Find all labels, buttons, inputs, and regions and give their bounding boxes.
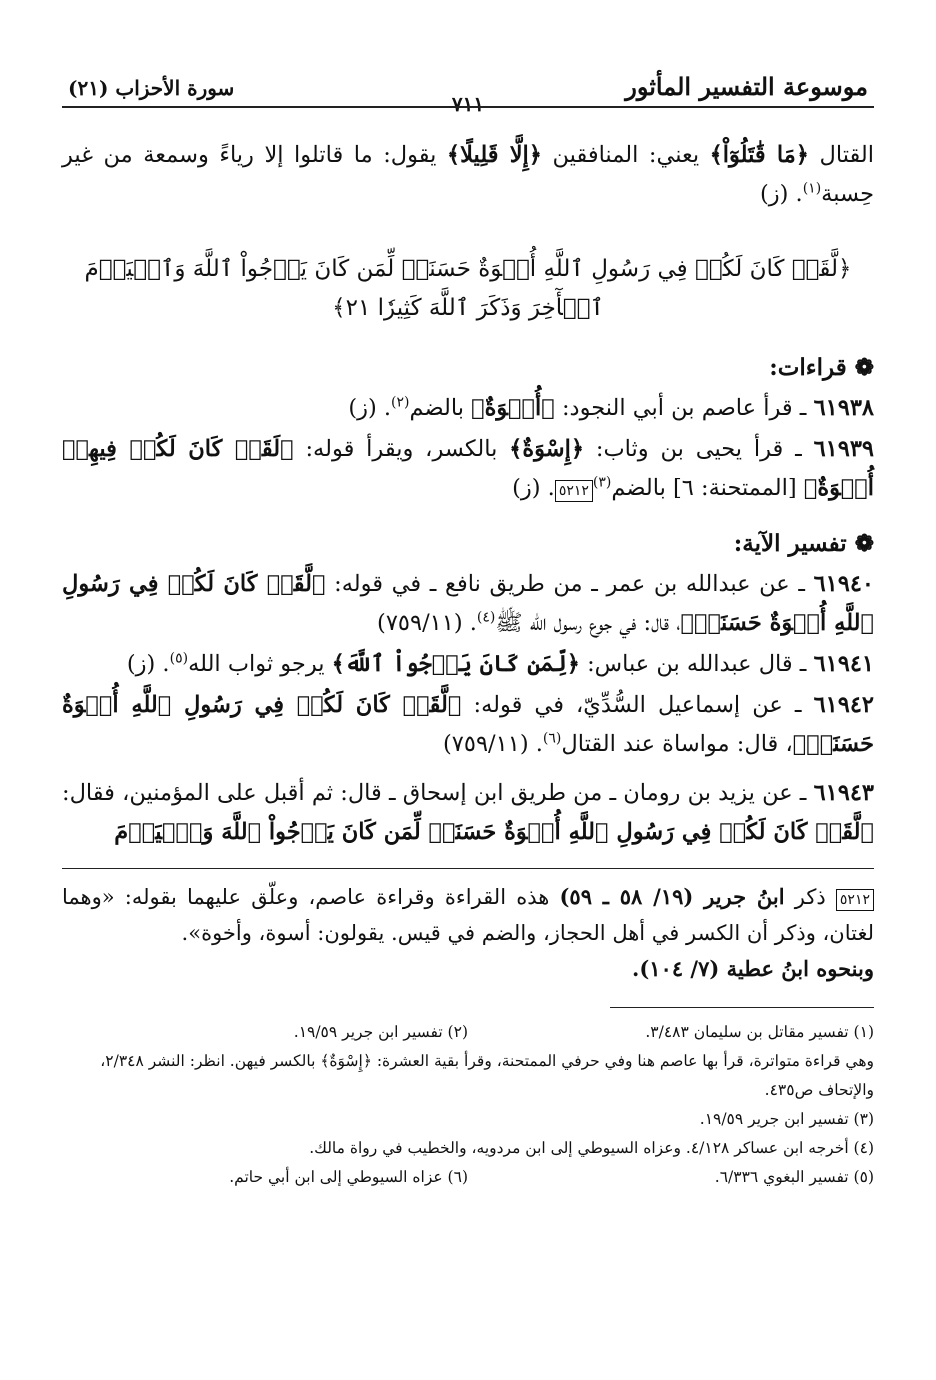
section-heading-readings: ❁ قراءات: (769, 354, 874, 381)
quran-quote: ﴿لِّمَن كَانَ يَرۡجُواْ ٱللَّهَ﴾ (331, 651, 580, 677)
footnote-ref: (٥) (169, 650, 189, 667)
quran-quote: ﴿لَّقَدۡ كَانَ لَكُمۡ فِي رَسُولِ ٱللَّهِ أُسۡوَةٌ حَسَنَةٞ﴾ (62, 692, 874, 757)
footnote-ref: (١) (802, 180, 822, 197)
footnote-rule (610, 1007, 874, 1008)
quran-quote: ﴿أُسۡوَةٌ﴾ (471, 395, 555, 421)
footnote-ref: (٤) (476, 609, 496, 626)
book-page (62, 62, 874, 1340)
commentary-divider (62, 868, 874, 869)
footnote: (٥) تفسير البغوي ٦/٣٣٦. (714, 1168, 874, 1186)
main-text (62, 136, 874, 852)
entry-number: ٦١٩٤١ (813, 651, 874, 677)
footnote: (١) تفسير مقاتل بن سليمان ٣/٤٨٣. (645, 1023, 874, 1041)
footnote: وهي قراءة متواترة، قرأ بها عاصم هنا وفي حرفي الممتحنة، وقرأ بقية العشرة: ﴿إِسْوَةٌ﴾ بالكسر فيهن. انظر: النشر ٢/٣٤٨، والإتحاف ص٤٣٥. (100, 1052, 874, 1099)
entry-number: ٦١٩٤٣ (813, 780, 874, 806)
header-rule (62, 106, 874, 108)
tafsir-entry: ٦١٩٤١ ـ قال عبدالله بن عباس: ﴿لِّمَن كَانَ يَرۡجُواْ ٱللَّهَ﴾ يرجو ثواب الله$^{(٥)}$. (ز) (126, 650, 874, 677)
flower-ornament-icon: ❁ (854, 354, 874, 381)
entry-number: ٦١٩٤٠ (813, 571, 875, 597)
footnote: (٢) تفسير ابن جرير ١٩/٥٩. (293, 1023, 468, 1041)
reading-entry: ٦١٩٣٨ ـ قرأ عاصم بن أبي النجود: ﴿أُسۡوَةٌ﴾ بالضم$^{(٢)}$. (ز) (348, 394, 874, 421)
quran-quote: ﴿إِسْوَةٌ﴾ (509, 436, 585, 462)
quran-quote: ﴿مَا قَٰتَلُوٓاْ﴾ (709, 142, 809, 168)
entry-number: ٦١٩٣٩ (813, 436, 875, 462)
footnote-ref: (٣) (592, 474, 612, 491)
page-header (62, 62, 874, 120)
verse-text: ﴿لَّقَدۡ كَانَ لَكُمۡ فِي رَسُولِ ٱللَّهِ أُسۡوَةٌ حَسَنَةٞ لِّمَن كَانَ يَرۡجُواْ ٱللَّهَ وَٱلۡيَوۡمَ ٱلۡأٓخِرَ وَذَكَرَ ٱللَّهَ كَثِيرٗا ٢١﴾ (84, 256, 852, 321)
surah-title: سورة الأحزاب (٢١) (68, 76, 235, 100)
section-heading-tafsir: ❁ تفسير الآية: (733, 530, 874, 557)
commentary-box (62, 879, 874, 987)
entry-number: ٦١٩٣٨ (813, 395, 874, 421)
footnotes (62, 1018, 874, 1192)
quran-quote: ﴿إِلَّا قَلِيلًا﴾ (446, 142, 542, 168)
reading-entry: ٦١٩٣٩ ـ قرأ يحيى بن وثاب: ﴿إِسْوَةٌ﴾ بالكسر، ويقرأ قوله: ﴿لَقَدۡ كَانَ لَكُمۡ فِيهِمۡ أُسۡوَةٌ﴾ [الممتحنة: ٦] بالضم$^{(٣)}$٥٢١٢. (ز) (62, 436, 875, 501)
commentary-ref-box: ٥٢١٢ (555, 480, 593, 502)
series-title: موسوعة التفسير المأثور (625, 72, 868, 101)
quran-quote: ﴿لَّقَدۡ كَانَ لَكُمۡ فِي رَسُولِ ٱللَّهِ أُسۡوَةٌ حَسَنَةٞ﴾ (62, 571, 874, 636)
tafsir-entry: ٦١٩٤٣ ـ عن يزيد بن رومان ـ من طريق ابن إسحاق ـ قال: ثم أقبل على المؤمنين، فقال: ﴿لَّقَدۡ كَانَ لَكُمۡ فِي رَسُولِ ٱللَّهِ أُسۡوَةٌ حَسَنَةٞ لِّمَن كَانَ يَرۡجُواْ ٱللَّهَ وَٱلۡيَوۡمَ (62, 780, 874, 845)
tafsir-entry: ٦١٩٤٠ ـ عن عبدالله بن عمر ـ من طريق نافع ـ في قوله: ﴿لَّقَدۡ كَانَ لَكُمۡ فِي رَسُولِ ٱللَّهِ أُسۡوَةٌ حَسَنَةٞ﴾، قال: في جوع رسول الله ﷺ$^{(٤)}$. (٧٥٩/١١) (62, 571, 875, 636)
flower-ornament-icon: ❁ (854, 530, 874, 557)
footnote-row (62, 1163, 874, 1192)
commentary-line: وبنحوه ابنُ عطية (٧/ ١٠٤). (632, 956, 874, 981)
footnote-ref: (٦) (542, 730, 562, 747)
tafsir-entry: ٦١٩٤٢ ـ عن إسماعيل السُّدِّيّ، في قوله: ﴿لَّقَدۡ كَانَ لَكُمۡ فِي رَسُولِ ٱللَّهِ أُسۡوَةٌ حَسَنَةٞ﴾، قال: مواساة عند القتال$^{(٦)}$. (٧٥٩/١١) (62, 692, 874, 757)
footnote-ref: (٢) (391, 394, 410, 411)
footnote-row (62, 1018, 874, 1047)
commentary-ref-box: ٥٢١٢ (836, 889, 874, 911)
page-number: ٧١١ (62, 92, 874, 116)
footnote: (٤) أخرجه ابن عساكر ٤/١٢٨. وعزاه السيوطي إلى ابن مردويه، والخطيب في رواة مالك. (309, 1139, 874, 1157)
quran-quote: ﴿لَّقَدۡ كَانَ لَكُمۡ فِي رَسُولِ ٱللَّهِ أُسۡوَةٌ حَسَنَةٞ لِّمَن كَانَ يَرۡجُواْ ٱللَّهَ وَٱلۡيَوۡمَ (114, 819, 874, 845)
intro-paragraph: القتال ﴿مَا قَٰتَلُوٓاْ﴾ يعني: المنافقين ﴿إِلَّا قَلِيلًا﴾ يقول: ما قاتلوا إلا رياءً وسمعة من غير حِسبة$^{(١)}$. (ز) (62, 142, 874, 207)
commentary-paragraph: ٥٢١٢ ذكر ابنُ جرير (١٩/ ٥٨ ـ ٥٩) هذه القراءة وقراءة عاصم، وعلّق عليهما بقوله: «وهما لغتان، وذكر أن الكسر في أهل الحجاز، والضم في قيس. يقولون: أسوة، وأخوة». (62, 884, 874, 945)
quran-quote: ﴿لَقَدۡ كَانَ لَكُمۡ فِيهِمۡ أُسۡوَةٌ﴾ (62, 436, 874, 501)
scholar-name: ابنُ جرير (١٩/ ٥٨ ـ ٥٩) (559, 884, 785, 909)
entry-number: ٦١٩٤٢ (813, 692, 874, 718)
footnote: (٦) عزاه السيوطي إلى ابن أبي حاتم. (229, 1168, 468, 1186)
footnote: (٣) تفسير ابن جرير ١٩/٥٩. (699, 1110, 874, 1128)
